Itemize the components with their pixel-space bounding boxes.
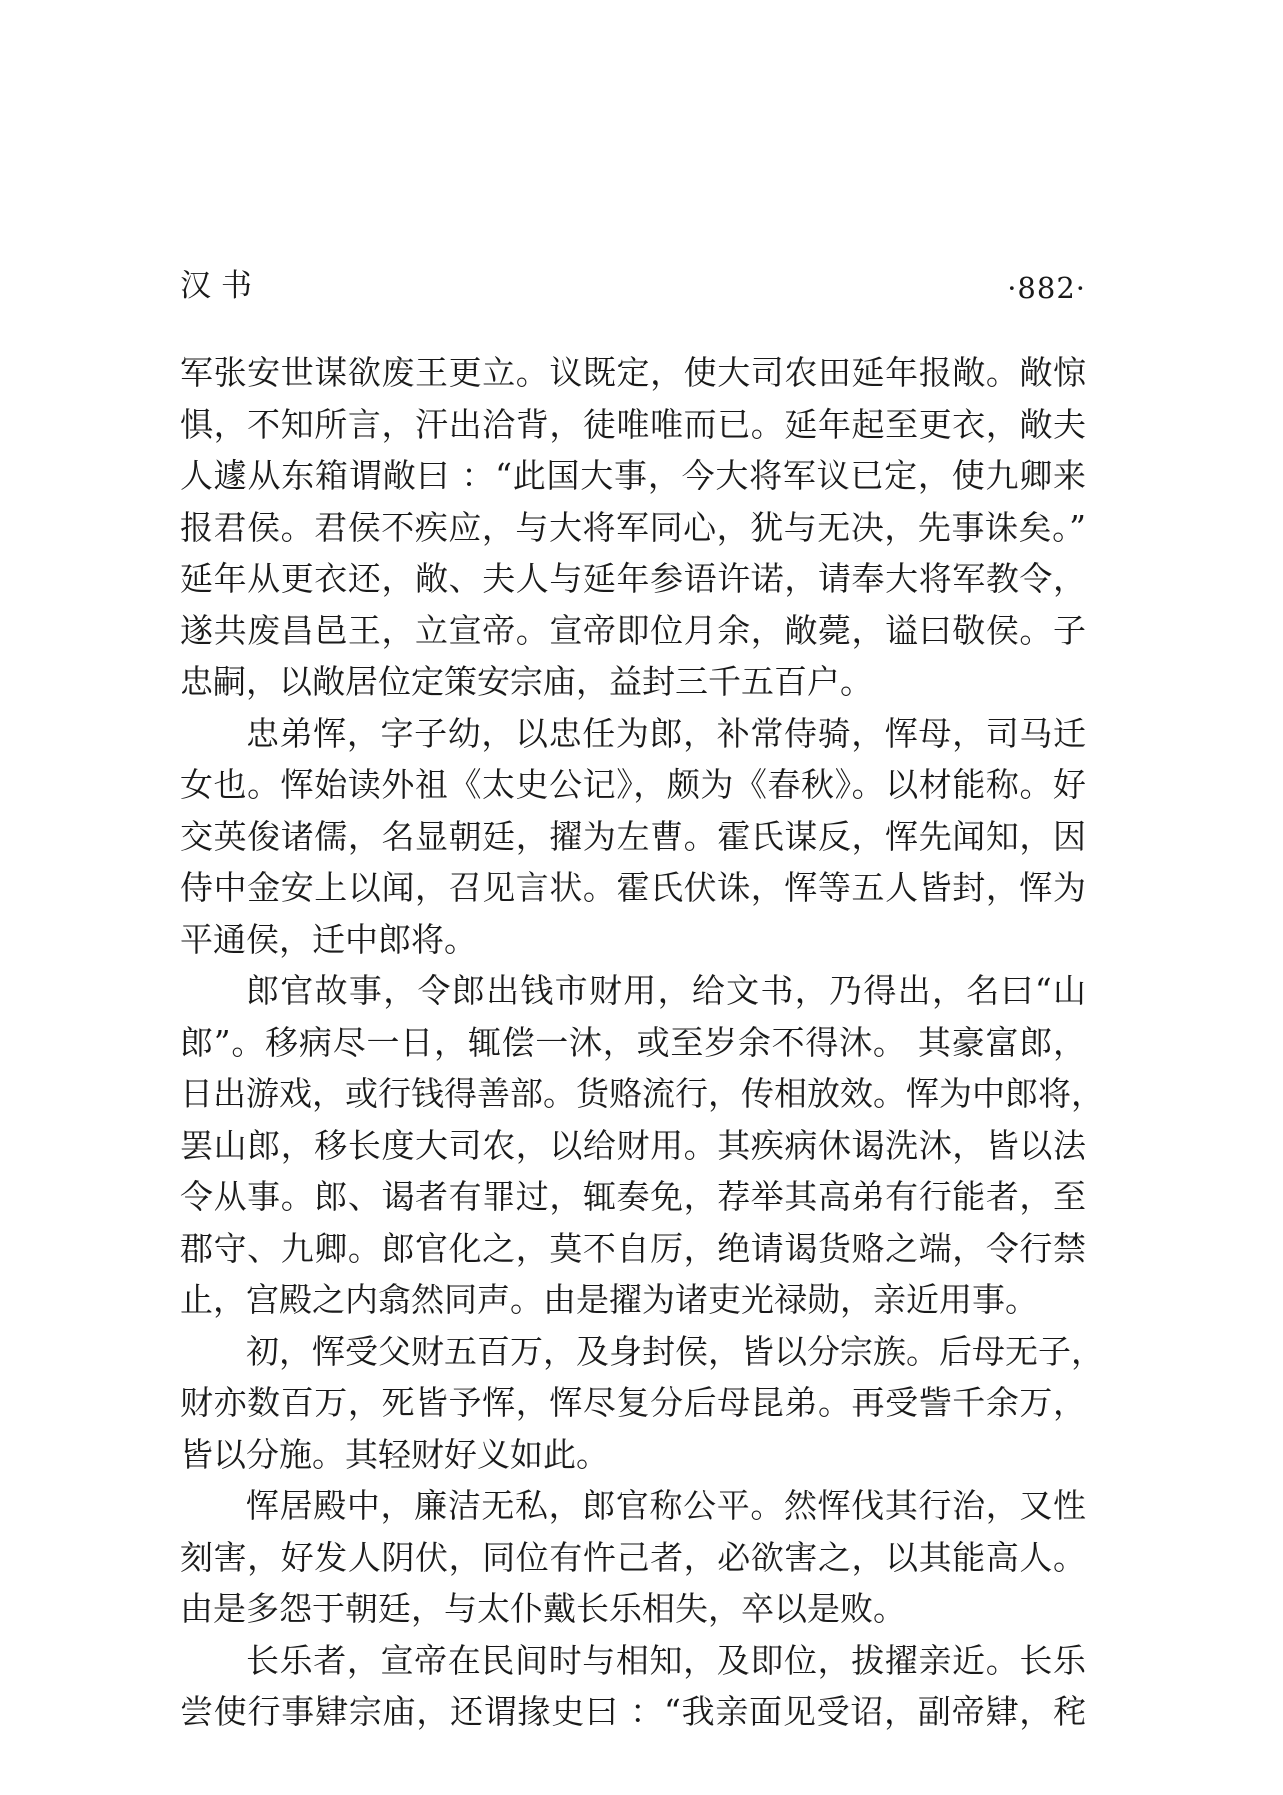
text-line: 长乐者，宣帝在民间时与相知，及即位，拔擢亲近。长乐 <box>246 1640 1086 1680</box>
text-line: 忠嗣，以敞居位定策安宗庙，益封三千五百户。 <box>180 662 873 701</box>
text-line: 令从事。郎、谒者有罪过，辄奏免，荐举其高弟有行能者，至 <box>180 1177 1086 1216</box>
text-line: 延年从更衣还，敞、夫人与延年参语许诺，请奉大将军教令， <box>180 559 1086 598</box>
text-line: 刻害，好发人阴伏，同位有忤己者，必欲害之，以其能高人。 <box>180 1537 1086 1577</box>
text-line: 平通侯，迁中郎将。 <box>180 919 477 959</box>
text-line: 侍中金安上以闻，召见言状。霍氏伏诛，恽等五人皆封，恽为 <box>180 868 1086 907</box>
text-line: 报君侯。君侯不疾应，与大将军同心，犹与无决，先事诛矣。” <box>180 507 1086 547</box>
text-line: 交英俊诸儒，名显朝廷，擢为左曹。霍氏谋反，恽先闻知，因 <box>180 816 1086 856</box>
text-line: 初，恽受父财五百万，及身封侯，皆以分宗族。后母无子， <box>246 1331 1104 1371</box>
text-line: 罢山郎，移长度大司农，以给财用。其疾病休谒洗沐，皆以法 <box>180 1125 1086 1165</box>
text-line: 日出游戏，或行钱得善部。货赂流行，传相放效。恽为中郎将， <box>180 1074 1104 1113</box>
text-line: 恽居殿中，廉洁无私，郎官称公平。然恽伐其行治，又性 <box>246 1486 1086 1525</box>
text-line: 惧，不知所言，汗出洽背，徒唯唯而已。延年起至更衣，敞夫 <box>180 404 1086 444</box>
text-line: 郎官故事，令郎出钱市财用，给文书，乃得出，名曰“山 <box>246 971 1086 1010</box>
text-line: 尝使行事肄宗庙，还谓掾史曰 ：“我亲面见受诏，副帝肄，秺 <box>180 1692 1086 1731</box>
text-line: 军张安世谋欲废王更立。议既定，使大司农田延年报敞。敞惊 <box>180 353 1086 392</box>
text-line: 郎”。移病尽一日，辄偿一沐，或至岁余不得沐。 其豪富郎， <box>180 1022 1086 1062</box>
text-line: 女也。恽始读外祖《太史公记》，颇为《春秋》。以材能称。好 <box>180 765 1086 804</box>
text-line: 由是多怨于朝廷，与太仆戴长乐相失，卒以是败。 <box>180 1589 906 1628</box>
text-line: 皆以分施。其轻财好义如此。 <box>180 1434 609 1474</box>
text-line: 遂共废昌邑王，立宣帝。宣帝即位月余，敞薨，谥曰敬侯。子 <box>180 610 1086 650</box>
text-line: 郡守、九卿。郎官化之，莫不自厉，绝请谒货赂之端，令行禁 <box>180 1228 1086 1268</box>
body-text <box>180 347 1104 1738</box>
text-line: 财亦数百万，死皆予恽，恽尽复分后母昆弟。再受訾千余万， <box>180 1383 1086 1422</box>
text-line: 忠弟恽，字子幼，以忠任为郎，补常侍骑，恽母，司马迁 <box>246 713 1086 753</box>
running-title: 汉书 <box>180 268 262 304</box>
text-line: 止，宫殿之内翕然同声。由是擢为诸吏光禄勋，亲近用事。 <box>180 1280 1038 1319</box>
text-line: 人遽从东箱谓敞曰 ：“此国大事，今大将军议已定，使九卿来 <box>180 456 1086 495</box>
page-number: ·882· <box>1007 271 1086 305</box>
